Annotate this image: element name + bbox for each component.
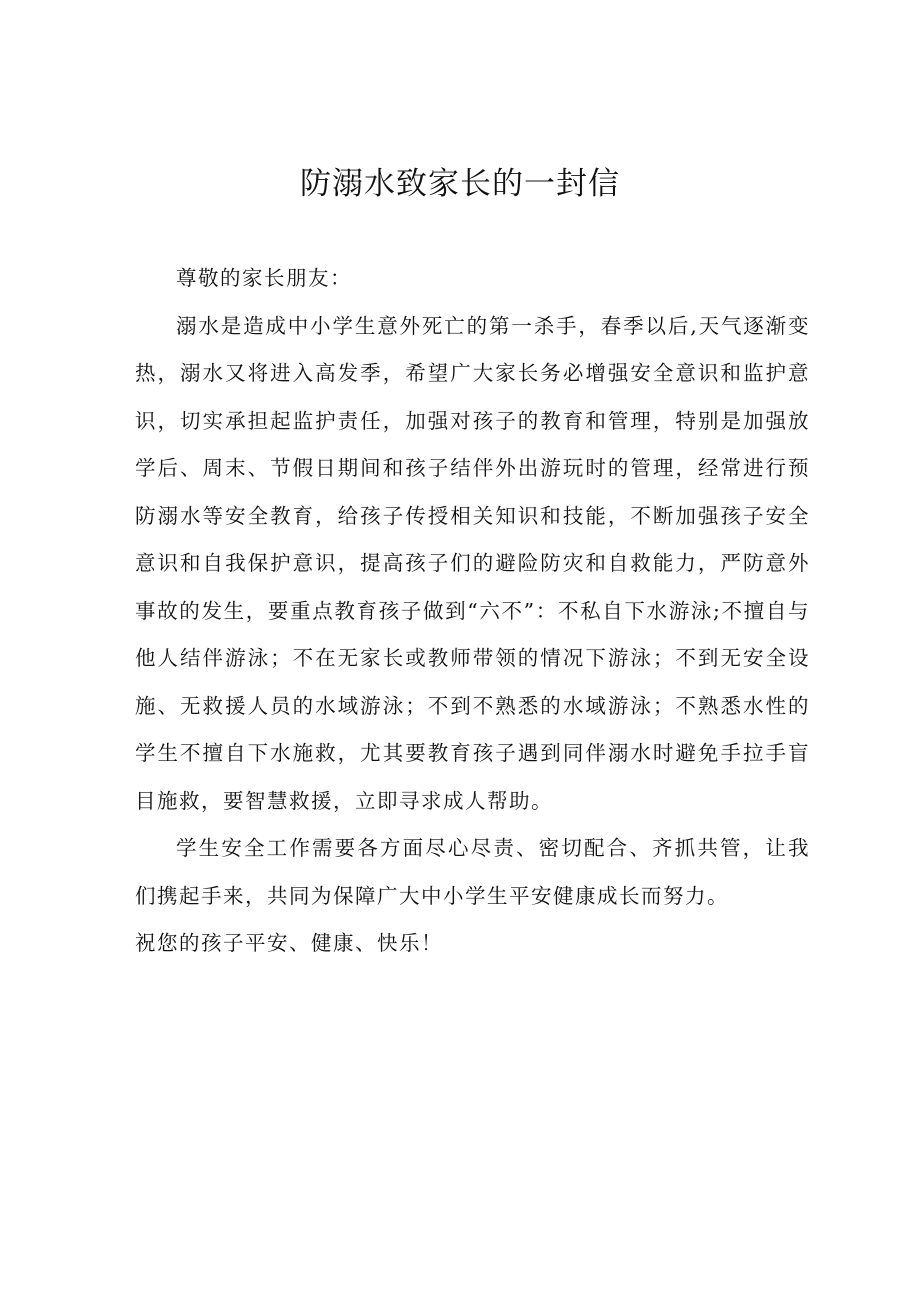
salutation: 尊敬的家长朋友： — [176, 266, 352, 290]
letter-body — [135, 255, 810, 968]
paragraph-safety-cooperation: 学生安全工作需要各方面尽心尽责、密切配合、齐抓共管，让我们携起手来，共同为保障广大中小学生平安健康成长而努力。 — [135, 836, 810, 908]
letter-title: 防溺水致家长的一封信 — [300, 166, 620, 202]
paragraph-drowning-prevention: 溺水是造成中小学生意外死亡的第一杀手，春季以后,天气逐渐变热，溺水又将进入高发季，希望广大家长务必增强安全意识和监护意识，切实承担起监护责任，加强对孩子的教育和管理，特别是加强放学后、周末、节假日期间和孩子结伴外出游玩时的管理，经常进行预防溺水等安全教育，给孩子传授相关知识和技能，不断加强孩子安全意识和自我保护意识，提高孩子们的避险防灾和自救能力，严防意外事故的发生，要重点教育孩子做到“六不”：不私自下水游泳;不擅自与他人结伴游泳；不在无家长或教师带领的情况下游泳；不到无安全设施、无救援人员的水域游泳；不到不熟悉的水域游泳；不熟悉水性的学生不擅自下水施救，尤其要教育孩子遇到同伴溺水时避免手拉手盲目施救，要智慧救援，立即寻求成人帮助。 — [135, 313, 810, 813]
closing-wish: 祝您的孩子平安、健康、快乐！ — [135, 931, 443, 955]
